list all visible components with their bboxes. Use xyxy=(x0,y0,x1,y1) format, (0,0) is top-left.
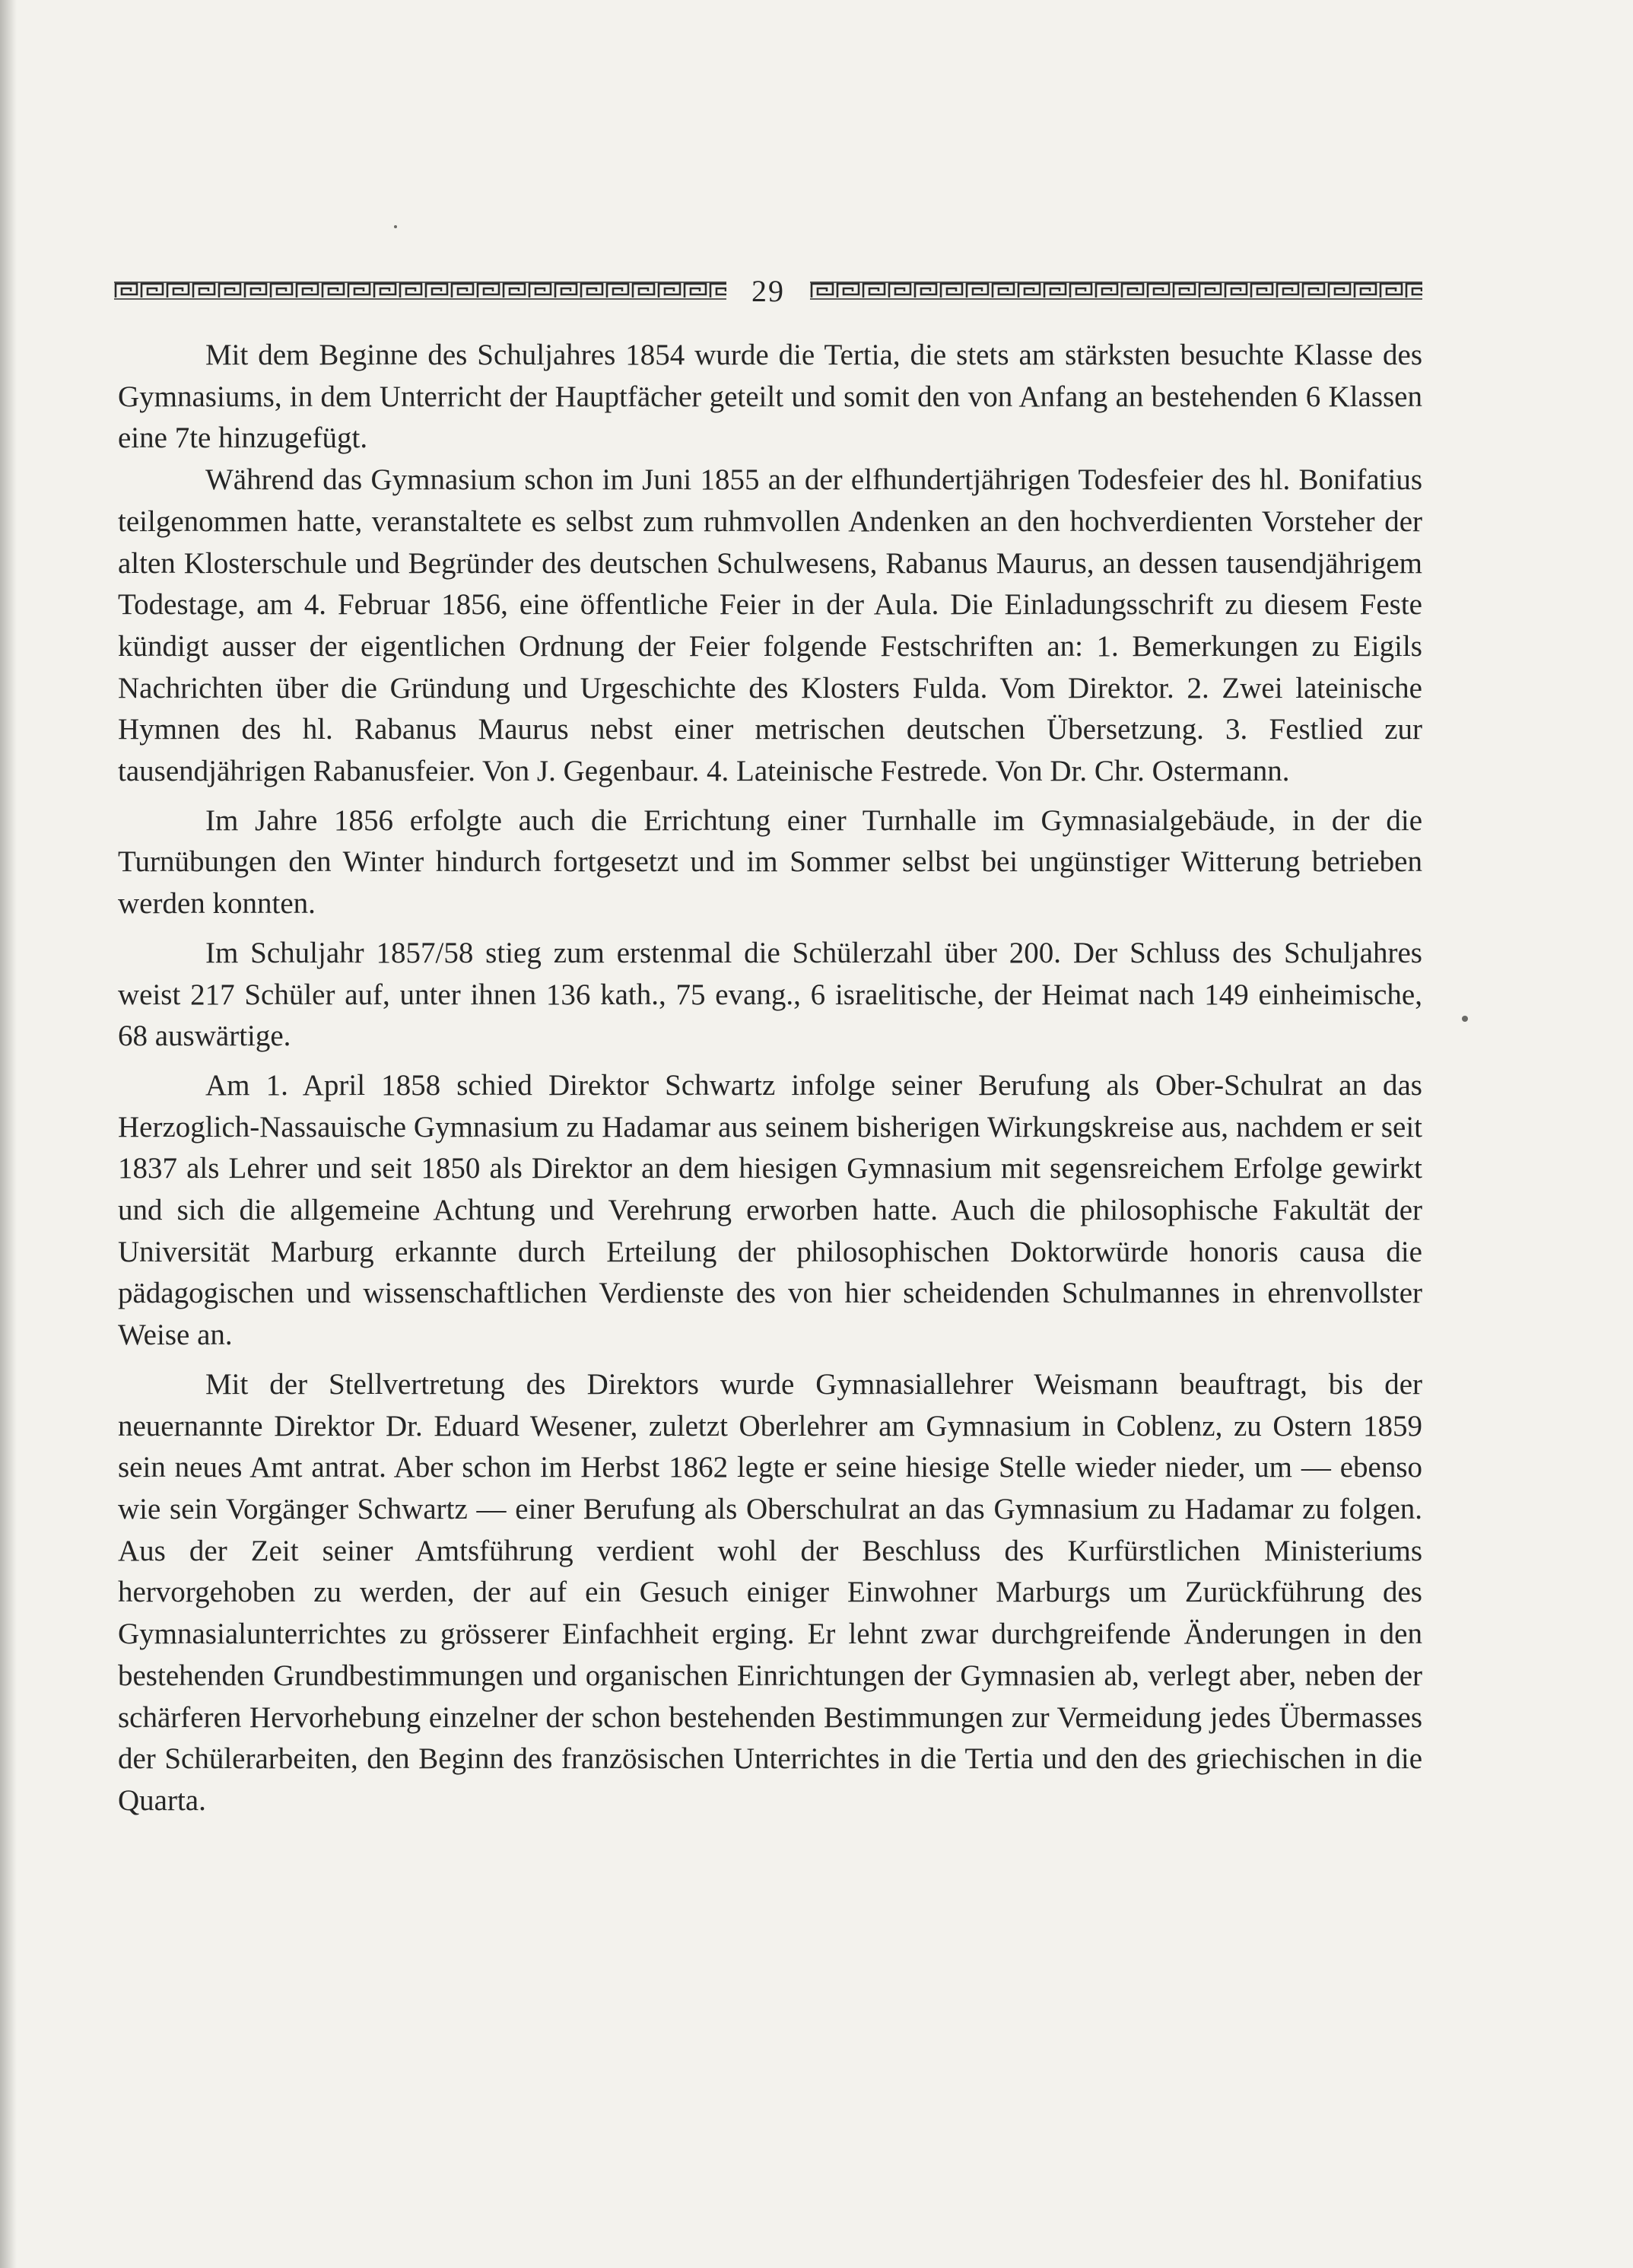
paragraph-3: Im Jahre 1856 erfolgte auch die Errichtung einer Turnhalle im Gymnasialgebäude, in der die Turnübungen den Winter hindurch fortgesetzt und im Sommer selbst bei ungünstiger Witterung betrieben werden konnten. xyxy=(118,803,1422,921)
left-meander-ornament xyxy=(114,281,726,301)
page-number: 29 xyxy=(751,273,785,308)
right-meander-ornament xyxy=(810,281,1422,301)
paragraph-2: Während das Gymnasium schon im Juni 1855 an der elfhundertjährigen Todesfeier des hl. Bonifatius teilgenommen hatte, veranstaltete es selbst zum ruhmvollen Andenken an den hochverdienten Vorsteher der alten Klosterschule und Begründer des deutschen Schulwesens, Rabanus Maurus, an dessen tausendjährigem Todestage, am 4. Februar 1856, eine öffentliche Feier in der Aula. Die Einladungsschrift zu diesem Feste kündigt ausser der eigentlichen Ordnung der Feier folgende Festschriften an: 1. Bemerkungen zu Eigils Nachrichten über die Gründung und Urgeschichte des Klosters Fulda. Vom Direktor. 2. Zwei lateinische Hymnen des hl. Rabanus Maurus nebst einer metrischen deutschen Übersetzung. 3. Festlied zur tausendjährigen Rabanusfeier. Von J. Gegenbaur. 4. Lateinische Festrede. Von Dr. Chr. Ostermann. xyxy=(118,463,1422,788)
paragraph-6: Mit der Stellvertretung des Direktors wurde Gymnasiallehrer Weismann beauftragt, bis der neuernannte Direktor Dr. Eduard Wesener, zuletzt Oberlehrer am Gymnasium in Coblenz, zu Ostern 1859 sein neues Amt antrat. Aber schon im Herbst 1862 legte er seine hiesige Stelle wieder nieder, um — ebenso wie sein Vorgänger Schwartz — einer Berufung als Oberschulrat an das Gymnasium zu Hadamar zu folgen. Aus der Zeit seiner Amtsführung verdient wohl der Beschluss des Kurfürstlichen Ministeriums hervorgehoben zu werden, der auf ein Gesuch einiger Einwohner Marburgs um Zurückführung des Gymnasialunterrichtes zu grösserer Einfachheit erging. Er lehnt zwar durchgreifende Änderungen in den bestehenden Grundbestimmungen und organischen Einrichtungen der Gymnasien ab, verlegt aber, neben der schärferen Hervorhebung einzelner der schon bestehenden Bestimmungen zur Vermeidung jedes Übermasses der Schülerarbeiten, den Beginn des französischen Unterrichtes in die Tertia und den des griechischen in die Quarta. xyxy=(118,1367,1422,1817)
paragraph-1: Mit dem Beginne des Schuljahres 1854 wurde die Tertia, die stets am stärksten besuchte Klasse des Gymnasiums, in dem Unterricht der Hauptfächer geteilt und somit den von Anfang an bestehenden 6 Klassen eine 7te hinzugefügt. xyxy=(118,339,1422,455)
paper-speck xyxy=(1462,1016,1468,1022)
paragraph-4: Im Schuljahr 1857/58 stieg zum erstenmal die Schülerzahl über 200. Der Schluss des Schuljahres weist 217 Schüler auf, unter ihnen 136 kath., 75 evang., 6 israelitische, der Heimat nach 149 einheimische, 68 auswärtige. xyxy=(118,936,1422,1053)
page-edge-shadow xyxy=(0,0,17,2268)
page-header xyxy=(114,268,1422,313)
paragraph-5: Am 1. April 1858 schied Direktor Schwartz infolge seiner Berufung als Ober-Schulrat an das Herzoglich-Nassauische Gymnasium zu Hadamar aus seinem bisherigen Wirkungskreise aus, nachdem er seit 1837 als Lehrer und seit 1850 als Direktor an dem hiesigen Gymnasium mit segensreichem Erfolge gewirkt und sich die allgemeine Achtung und Verehrung erworben hatte. Auch die philosophische Fakultät der Universität Marburg erkannte durch Erteilung der philosophischen Doktorwürde honoris causa die pädagogischen und wissenschaftlichen Verdienste des von hier scheidenden Schulmannes in ehrenvollster Weise an. xyxy=(118,1068,1422,1352)
body-text xyxy=(118,335,1422,1822)
paper-speck xyxy=(394,225,397,228)
